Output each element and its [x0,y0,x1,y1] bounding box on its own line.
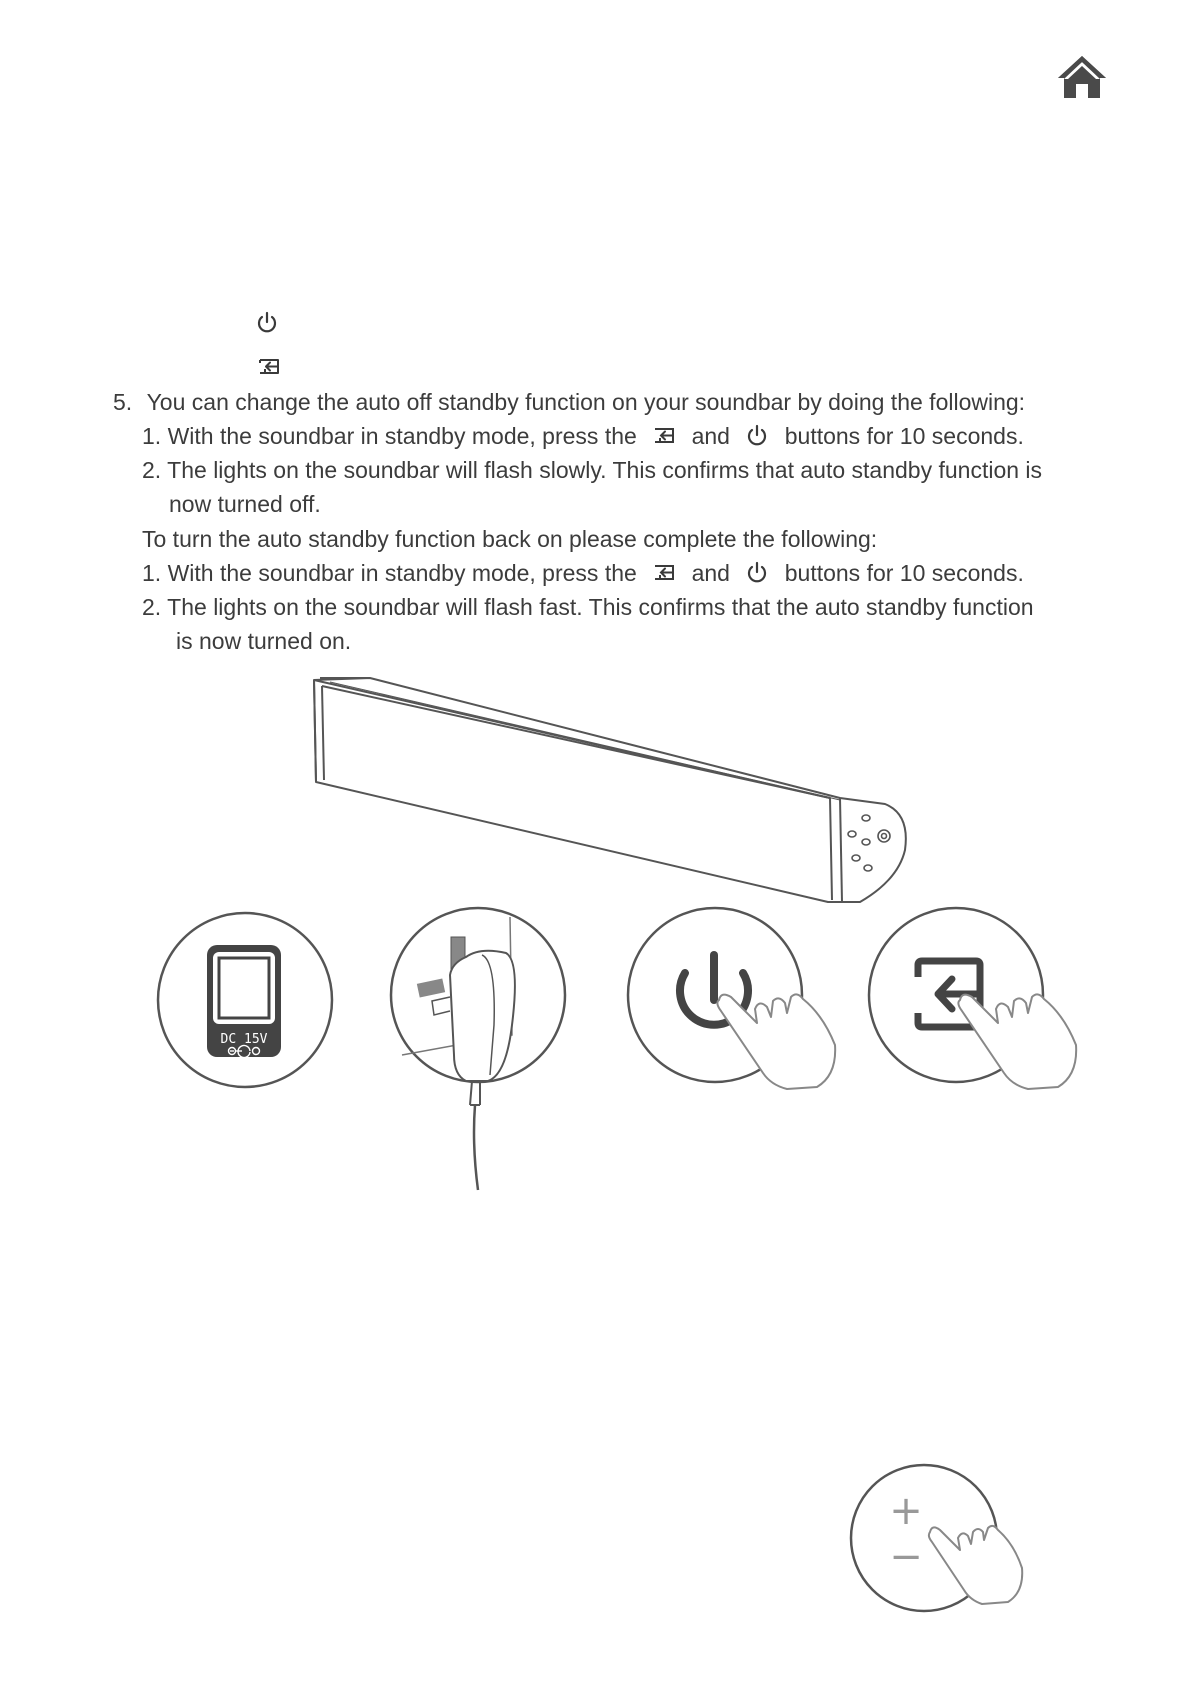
step-text: The lights on the soundbar will flash fast. This confirms that the auto standby function [167,594,1034,620]
power-icon [744,560,770,586]
volume-plus-label: + [889,1488,923,1534]
home-button[interactable] [1056,54,1108,102]
off-step-2-cont: now turned off. [169,491,321,517]
step-text-after: buttons for 10 seconds. [784,560,1024,586]
step-number: 2. [142,457,162,483]
step-text-and: and [691,423,730,449]
step-text-before: With the soundbar in standby mode, press the [167,560,637,586]
input-source-icon [651,423,677,449]
press-input-illustration [866,905,1096,1095]
power-adapter-illustration [388,905,588,1195]
on-intro: To turn the auto standby function back on please complete the following: [142,526,878,552]
input-source-icon [651,560,677,586]
step-number: 1. [142,560,162,586]
step-text-and: and [691,560,730,586]
soundbar-illustration [300,670,920,910]
section-5-intro [113,385,1025,419]
section-intro-text: You can change the auto off standby function on your soundbar by doing the following: [146,389,1026,415]
off-step-2 [142,453,1042,487]
home-icon [1056,54,1108,102]
dc-voltage-label: DC 15V [220,1032,268,1047]
power-icon [744,423,770,449]
section-number: 5. [113,389,133,415]
volume-press-illustration [850,1460,1040,1620]
dc-label-illustration [155,910,335,1090]
on-step-2 [142,590,1034,624]
power-icon [254,310,280,336]
step-text-after: buttons for 10 seconds. [784,423,1024,449]
off-step-1 [142,419,1024,453]
input-source-icon [256,354,282,380]
volume-minus-label: − [889,1534,923,1580]
on-step-2-cont: is now turned on. [176,628,352,654]
step-number: 1. [142,423,162,449]
step-number: 2. [142,594,162,620]
step-text: The lights on the soundbar will flash slowly. This confirms that auto standby function is [167,457,1043,483]
step-text-before: With the soundbar in standby mode, press the [167,423,637,449]
press-power-illustration [625,905,855,1095]
on-step-1 [142,556,1024,590]
